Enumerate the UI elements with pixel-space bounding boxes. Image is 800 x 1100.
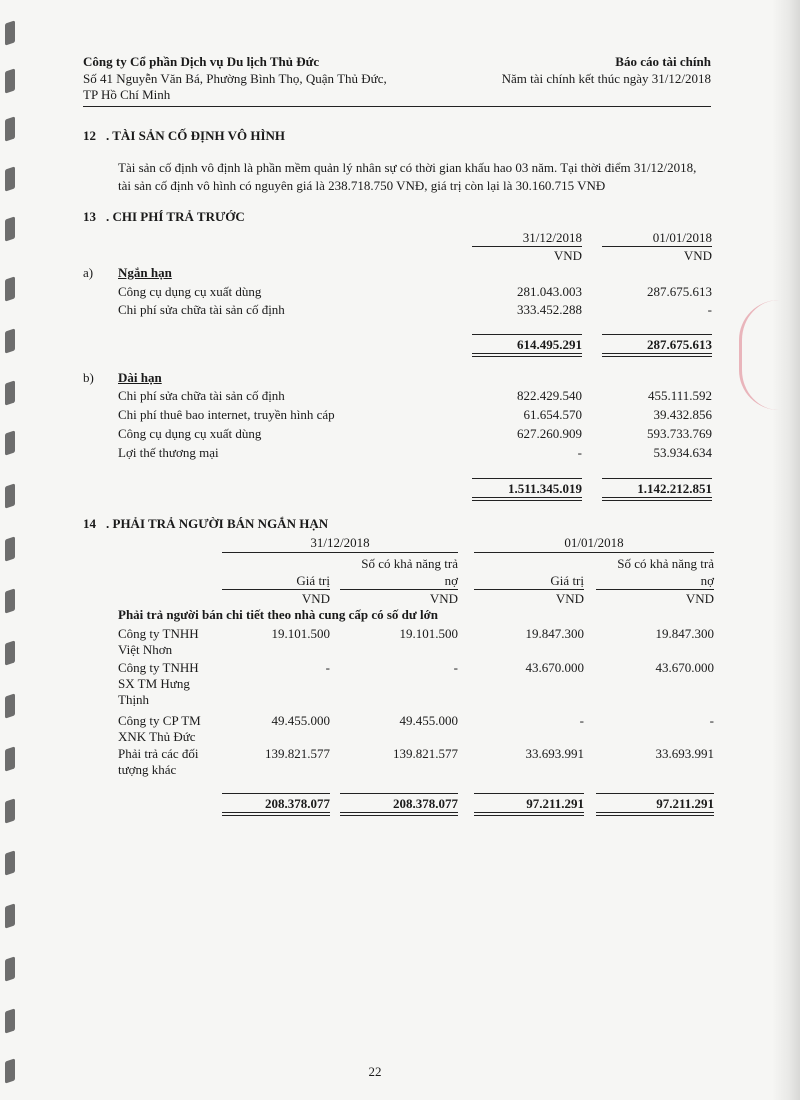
supplier-subheading: Phải trả người bán chi tiết theo nhà cung cấp có số dư lớn <box>118 607 439 622</box>
red-stamp-mark <box>739 300 782 410</box>
unit-label-2: VND <box>683 248 712 263</box>
supplier-name-line2: Việt Nhơn <box>118 642 173 657</box>
row-value: 19.101.500 <box>399 626 458 641</box>
col-rule <box>222 589 330 590</box>
row-value: 333.452.288 <box>517 302 582 317</box>
company-name: Công ty Cổ phần Dịch vụ Du lịch Thủ Đức <box>83 54 320 69</box>
supplier-name-line1: Công ty TNHH <box>118 626 199 641</box>
total-rule-top <box>472 478 582 479</box>
row-value: 822.429.540 <box>517 388 582 403</box>
row-value: - <box>579 713 584 728</box>
period-rule-2 <box>474 552 714 553</box>
row-value: 287.675.613 <box>647 284 712 299</box>
report-title: Báo cáo tài chính <box>615 54 711 69</box>
row-value: 19.101.500 <box>271 626 330 641</box>
row-value: - <box>325 660 330 675</box>
row-label: Lợi thế thương mại <box>118 445 219 460</box>
total-double-rule <box>596 812 714 816</box>
unit-label: VND <box>301 591 330 606</box>
total-double-rule <box>602 353 712 357</box>
row-value: 49.455.000 <box>271 713 330 728</box>
row-value: 61.654.570 <box>523 407 582 422</box>
col-rule <box>340 589 458 590</box>
row-value: - <box>577 445 582 460</box>
report-period: Năm tài chính kết thúc ngày 31/12/2018 <box>501 71 711 86</box>
section-14-title: . PHẢI TRẢ NGƯỜI BÁN NGẮN HẠN <box>106 516 329 531</box>
period-header-2: 01/01/2018 <box>564 535 624 550</box>
subsection-b-label: b) <box>83 370 94 385</box>
total-double-rule <box>340 812 458 816</box>
total-rule-top <box>602 334 712 335</box>
row-value: - <box>453 660 458 675</box>
total-value: 208.378.077 <box>265 796 330 811</box>
row-value: - <box>709 713 714 728</box>
total-double-rule <box>222 812 330 816</box>
col-header-rule-2 <box>602 246 712 247</box>
supplier-name-line1: Phải trả các đối <box>118 746 199 761</box>
col-header-01-01-2018: 01/01/2018 <box>652 230 712 245</box>
row-value: 455.111.592 <box>647 388 712 403</box>
col-payable-line2: nợ <box>444 573 458 588</box>
supplier-name-line2: SX TM Hưng <box>118 676 190 691</box>
row-value: - <box>707 302 712 317</box>
row-value: 43.670.000 <box>655 660 714 675</box>
company-address-line1: Số 41 Nguyễn Văn Bá, Phường Bình Thọ, Quận Thủ Đức, <box>83 71 387 86</box>
subsection-a-title: Ngắn hạn <box>118 265 172 280</box>
col-header-31-12-2018: 31/12/2018 <box>522 230 582 245</box>
total-double-rule <box>472 497 582 501</box>
row-value: 139.821.577 <box>265 746 330 761</box>
subsection-b-title: Dài hạn <box>118 370 162 385</box>
row-value: 43.670.000 <box>525 660 584 675</box>
section-12-number: 12 <box>83 128 96 143</box>
supplier-name-line2: XNK Thủ Đức <box>118 729 196 744</box>
supplier-name-line2: tượng khác <box>118 762 177 777</box>
row-label: Công cụ dụng cụ xuất dùng <box>118 426 262 441</box>
total-double-rule <box>472 353 582 357</box>
section-13-title: . CHI PHÍ TRẢ TRƯỚC <box>106 209 245 224</box>
row-value: 49.455.000 <box>399 713 458 728</box>
row-value: 19.847.300 <box>655 626 714 641</box>
section-12-text-line2: tài sản cố định vô hình có nguyên giá là 238.718.750 VNĐ, giá trị còn lại là 30.160.715 VNĐ <box>118 178 606 193</box>
col-payable-line1: Số có khả năng trả <box>617 556 714 571</box>
unit-label: VND <box>685 591 714 606</box>
binding-holes <box>0 0 22 1100</box>
total-value: 97.211.291 <box>526 796 584 811</box>
col-payable-line1: Số có khả năng trả <box>361 556 458 571</box>
row-value: 627.260.909 <box>517 426 582 441</box>
row-label: Chi phí sửa chữa tài sản cố định <box>118 302 285 317</box>
total-value: 1.142.212.851 <box>637 481 712 496</box>
total-value: 208.378.077 <box>393 796 458 811</box>
total-rule-top <box>340 793 458 794</box>
row-label: Chi phí sửa chữa tài sản cố định <box>118 388 285 403</box>
section-12-title: . TÀI SẢN CỐ ĐỊNH VÔ HÌNH <box>106 128 286 143</box>
row-value: 33.693.991 <box>655 746 714 761</box>
total-value: 287.675.613 <box>647 337 712 352</box>
total-double-rule <box>602 497 712 501</box>
unit-label: VND <box>555 591 584 606</box>
company-address-line2: TP Hồ Chí Minh <box>83 87 171 102</box>
total-rule-top <box>472 334 582 335</box>
col-payable-line2: nợ <box>700 573 714 588</box>
page-number: 22 <box>368 1064 382 1079</box>
col-rule <box>474 589 584 590</box>
section-12-text-line1: Tài sản cố định vô định là phần mềm quản lý nhân sự có thời gian khấu hao 03 năm. Tại thời điểm 31/12/2018, <box>118 160 697 175</box>
total-rule-top <box>474 793 584 794</box>
section-14-number: 14 <box>83 516 96 531</box>
row-value: 33.693.991 <box>525 746 584 761</box>
supplier-name-line1: Công ty TNHH <box>118 660 199 675</box>
col-value-header: Giá trị <box>550 573 584 588</box>
row-label: Chi phí thuê bao internet, truyền hình cáp <box>118 407 335 422</box>
total-value: 614.495.291 <box>517 337 582 352</box>
supplier-name-line1: Công ty CP TM <box>118 713 201 728</box>
row-value: 39.432.856 <box>653 407 712 422</box>
total-rule-top <box>596 793 714 794</box>
section-13-number: 13 <box>83 209 96 224</box>
row-value: 139.821.577 <box>393 746 458 761</box>
total-rule-top <box>222 793 330 794</box>
supplier-name-line3: Thịnh <box>118 692 150 707</box>
col-value-header: Giá trị <box>296 573 330 588</box>
row-value: 593.733.769 <box>647 426 712 441</box>
page-edge <box>772 0 800 1100</box>
header-rule <box>83 106 711 107</box>
col-rule <box>596 589 714 590</box>
unit-label: VND <box>429 591 458 606</box>
period-header-1: 31/12/2018 <box>310 535 370 550</box>
total-double-rule <box>474 812 584 816</box>
row-value: 281.043.003 <box>517 284 582 299</box>
col-header-rule-1 <box>472 246 582 247</box>
unit-label-1: VND <box>553 248 582 263</box>
total-rule-top <box>602 478 712 479</box>
period-rule-1 <box>222 552 458 553</box>
total-value: 97.211.291 <box>656 796 714 811</box>
row-value: 19.847.300 <box>525 626 584 641</box>
row-label: Công cụ dụng cụ xuất dùng <box>118 284 262 299</box>
subsection-a-label: a) <box>83 265 94 280</box>
total-value: 1.511.345.019 <box>507 481 582 496</box>
row-value: 53.934.634 <box>653 445 712 460</box>
